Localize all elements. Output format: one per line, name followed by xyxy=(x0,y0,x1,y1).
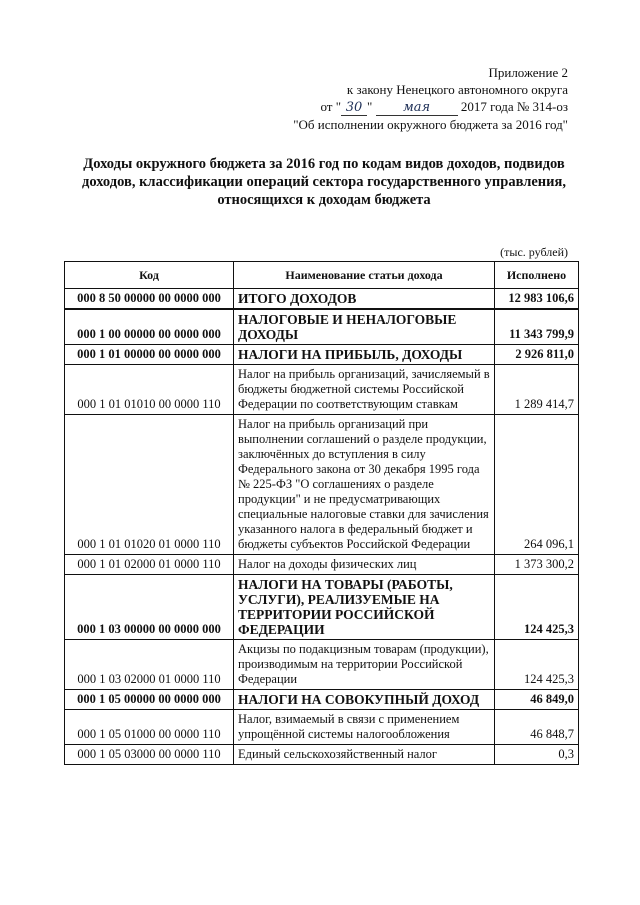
handwritten-month: мая xyxy=(376,101,458,116)
table-row xyxy=(65,415,579,555)
header-code: Код xyxy=(65,262,234,289)
row-name: НАЛОГИ НА ПРИБЫЛЬ, ДОХОДЫ xyxy=(234,345,495,365)
appendix-law-title: "Об исполнении окружного бюджета за 2016 год" xyxy=(293,117,568,132)
row-code: 000 1 01 00000 00 0000 000 xyxy=(65,345,234,365)
row-name: Налог на доходы физических лиц xyxy=(234,555,495,575)
table-row xyxy=(65,289,579,310)
date-suffix: 2017 года № 314-оз xyxy=(460,99,568,114)
date-mid: " xyxy=(367,99,373,114)
row-name: НАЛОГИ НА СОВОКУПНЫЙ ДОХОД xyxy=(234,690,495,710)
row-value: 124 425,3 xyxy=(495,575,579,640)
row-name: НАЛОГОВЫЕ И НЕНАЛОГОВЫЕ ДОХОДЫ xyxy=(234,309,495,345)
document-title: Доходы окружного бюджета за 2016 год по кодам видов доходов, подвидов доходов, классификации операций сектора государственного управления, относящихся к доходам бюджета xyxy=(82,156,566,208)
table-row xyxy=(65,690,579,710)
table-header-row xyxy=(65,262,579,289)
row-name: ИТОГО ДОХОДОВ xyxy=(234,289,495,310)
row-name: Акцизы по подакцизным товарам (продукции), производимым на территории Российской Федерации xyxy=(234,640,495,690)
row-name: Налог, взимаемый в связи с применением упрощённой системы налогообложения xyxy=(234,710,495,745)
appendix-number: Приложение 2 xyxy=(488,65,568,80)
units-note: (тыс. рублей) xyxy=(500,245,568,259)
date-prefix: от " xyxy=(320,99,342,114)
row-name: Единый сельскохозяйственный налог xyxy=(234,745,495,765)
row-value: 46 848,7 xyxy=(495,710,579,745)
appendix-header xyxy=(293,64,568,133)
table-row xyxy=(65,640,579,690)
row-value: 11 343 799,9 xyxy=(495,309,579,345)
row-code: 000 1 01 01020 01 0000 110 xyxy=(65,415,234,555)
handwritten-day: 30 xyxy=(341,101,367,116)
row-name: Налог на прибыль организаций при выполнении соглашений о разделе продукции, заключённых до вступления в силу Федерального закона от 30 декабря 1995 года № 225-ФЗ "О соглашениях о разделе продукции" и не предусматривающих специальные налоговые ставки для зачисления указанного налога в федеральный бюджет и бюджеты субъектов Российской Федерации xyxy=(234,415,495,555)
row-value: 1 289 414,7 xyxy=(495,365,579,415)
row-value: 1 373 300,2 xyxy=(495,555,579,575)
row-value: 124 425,3 xyxy=(495,640,579,690)
row-code: 000 1 03 02000 01 0000 110 xyxy=(65,640,234,690)
row-code: 000 1 05 01000 00 0000 110 xyxy=(65,710,234,745)
table-row xyxy=(65,710,579,745)
appendix-law-ref: к закону Ненецкого автономного округа xyxy=(346,82,568,97)
row-code: 000 8 50 00000 00 0000 000 xyxy=(65,289,234,310)
row-value: 264 096,1 xyxy=(495,415,579,555)
row-value: 46 849,0 xyxy=(495,690,579,710)
table-row xyxy=(65,555,579,575)
row-name: Налог на прибыль организаций, зачисляемый в бюджеты бюджетной системы Российской Федерации по соответствующим ставкам xyxy=(234,365,495,415)
row-value: 0,3 xyxy=(495,745,579,765)
header-value: Исполнено xyxy=(495,262,579,289)
row-value: 12 983 106,6 xyxy=(495,289,579,310)
row-code: 000 1 01 02000 01 0000 110 xyxy=(65,555,234,575)
income-table xyxy=(64,261,579,765)
row-code: 000 1 05 00000 00 0000 000 xyxy=(65,690,234,710)
table-row xyxy=(65,575,579,640)
row-code: 000 1 05 03000 00 0000 110 xyxy=(65,745,234,765)
table-row xyxy=(65,745,579,765)
row-name: НАЛОГИ НА ТОВАРЫ (РАБОТЫ, УСЛУГИ), РЕАЛИЗУЕМЫЕ НА ТЕРРИТОРИИ РОССИЙСКОЙ ФЕДЕРАЦИИ xyxy=(234,575,495,640)
row-value: 2 926 811,0 xyxy=(495,345,579,365)
table-row xyxy=(65,365,579,415)
table-row xyxy=(65,345,579,365)
row-code: 000 1 03 00000 00 0000 000 xyxy=(65,575,234,640)
row-code: 000 1 00 00000 00 0000 000 xyxy=(65,309,234,345)
row-code: 000 1 01 01010 00 0000 110 xyxy=(65,365,234,415)
appendix-date-line xyxy=(293,98,568,116)
header-name: Наименование статьи дохода xyxy=(234,262,495,289)
table-row xyxy=(65,309,579,345)
